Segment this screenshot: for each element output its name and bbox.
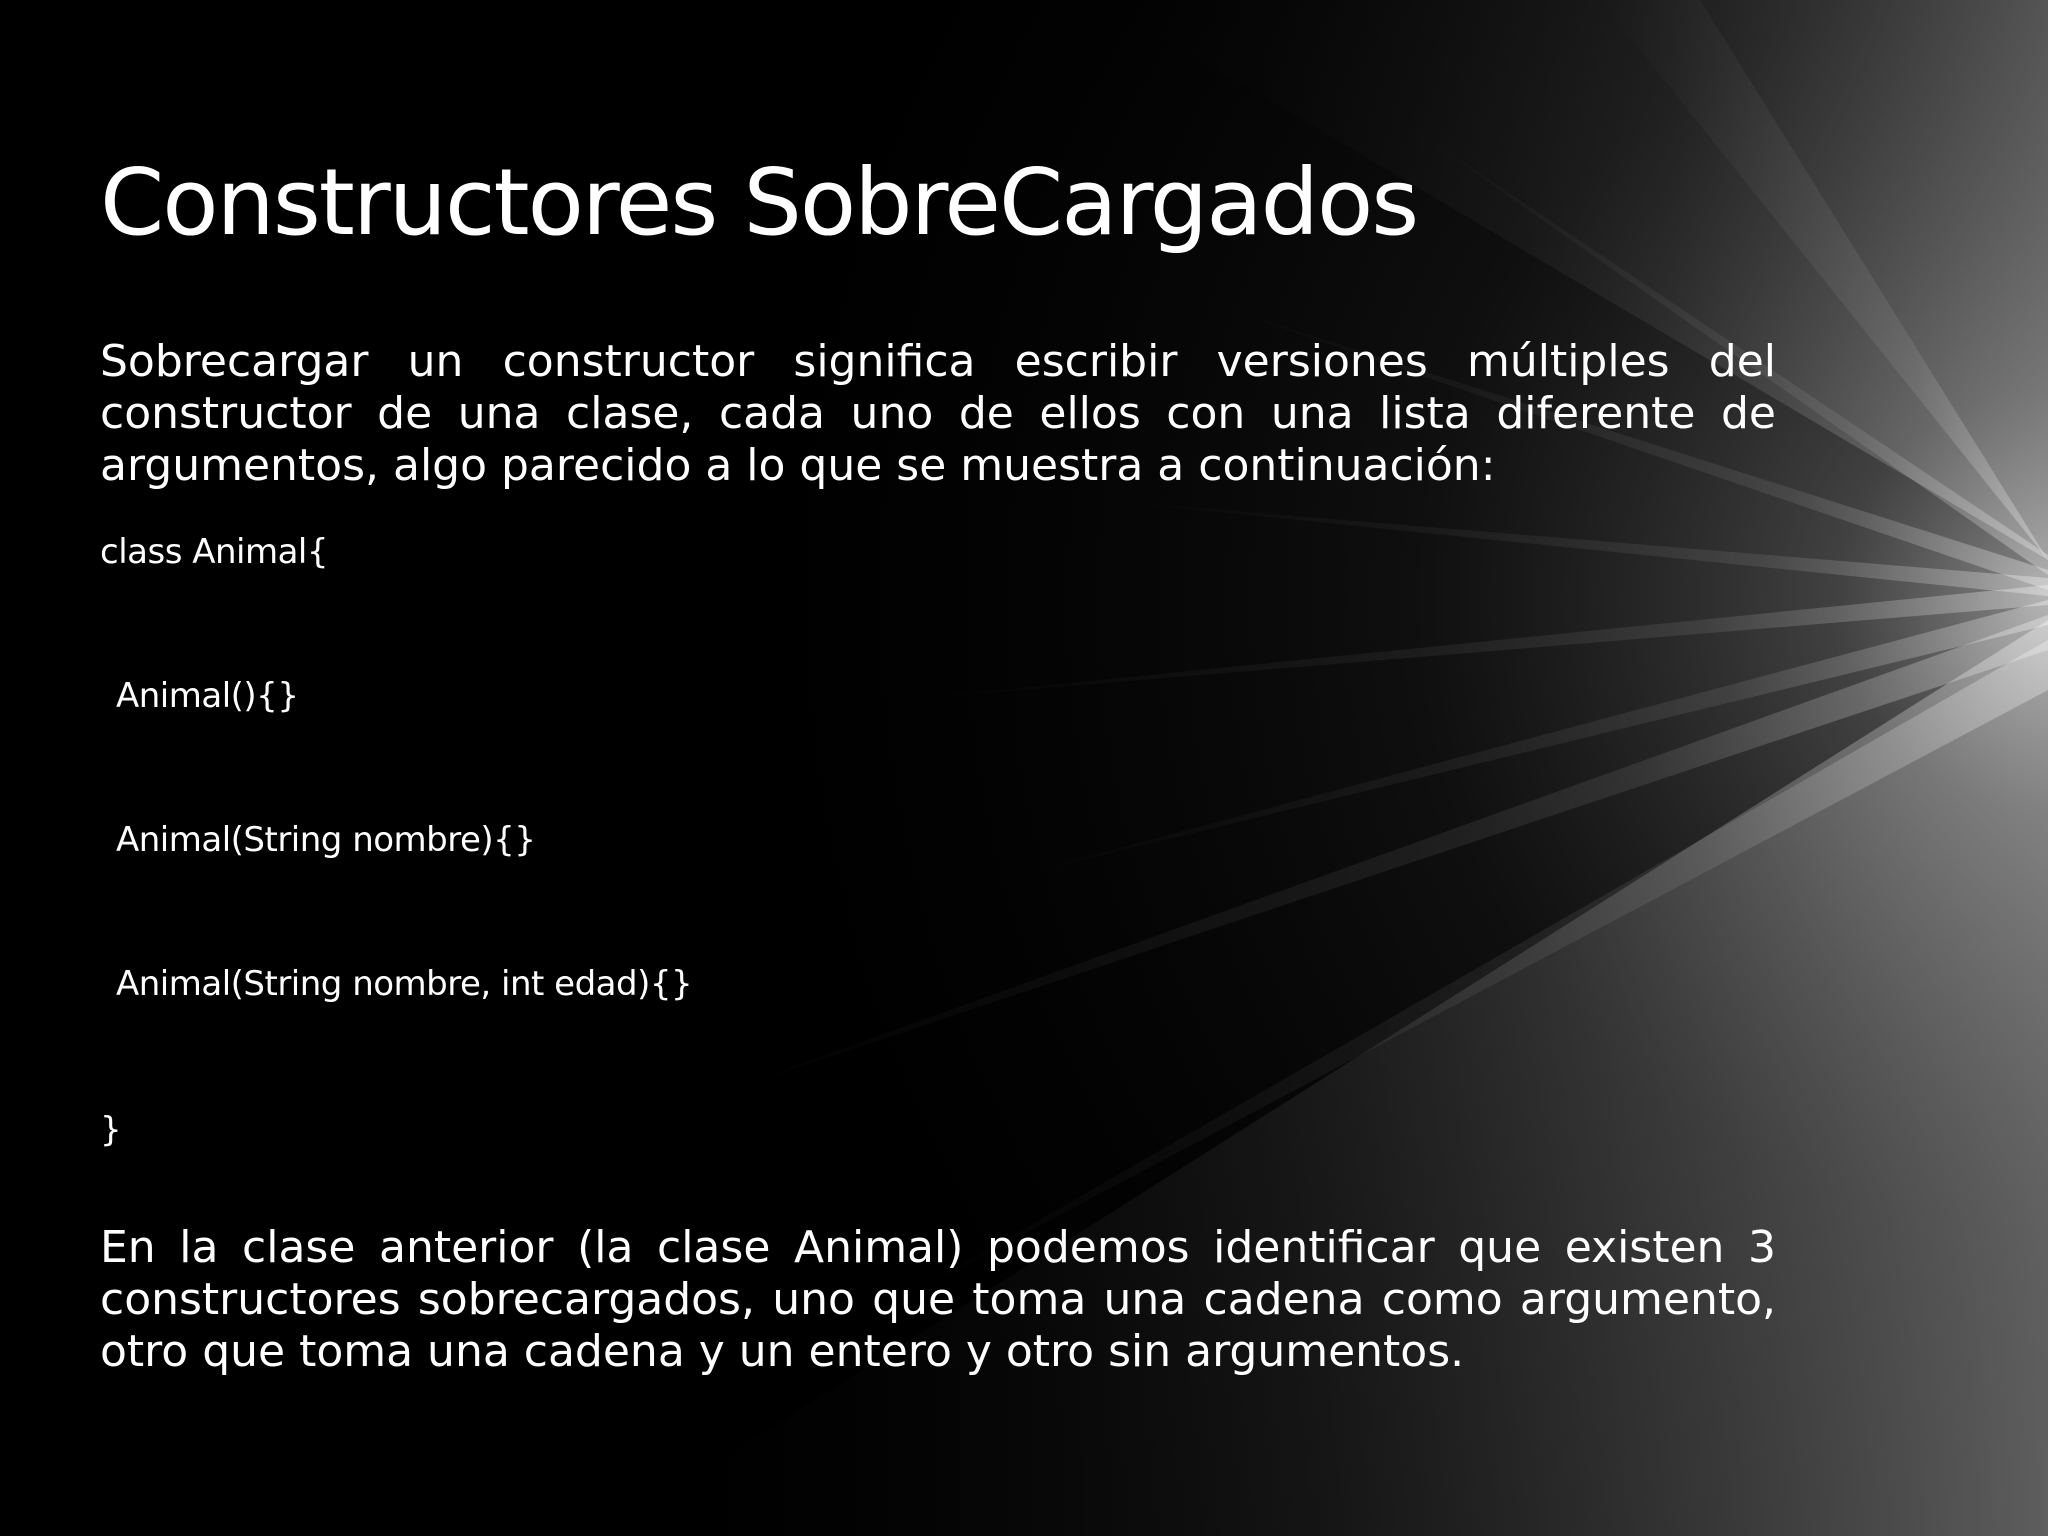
slide-title: Constructores SobreCargados [100, 149, 1418, 256]
intro-paragraph: Sobrecargar un constructor significa escribir versiones múltiples del constructor de una clase, cada uno de ellos con una lista diferente de argumentos, algo parecido a lo que se muestra a continuación: [100, 336, 1776, 491]
code-line-constructor-no-args: Animal(){} [116, 676, 299, 716]
code-line-constructor-string-int: Animal(String nombre, int edad){} [116, 964, 693, 1004]
conclusion-paragraph: En la clase anterior (la clase Animal) podemos identificar que existen 3 constructores sobrecargados, uno que toma una cadena como argumento, otro que toma una cadena y un entero y otro sin argumentos. [100, 1222, 1776, 1377]
code-line-constructor-string: Animal(String nombre){} [116, 820, 536, 860]
code-line-class-declaration: class Animal{ [100, 532, 328, 572]
code-line-closing-brace: } [100, 1110, 122, 1150]
